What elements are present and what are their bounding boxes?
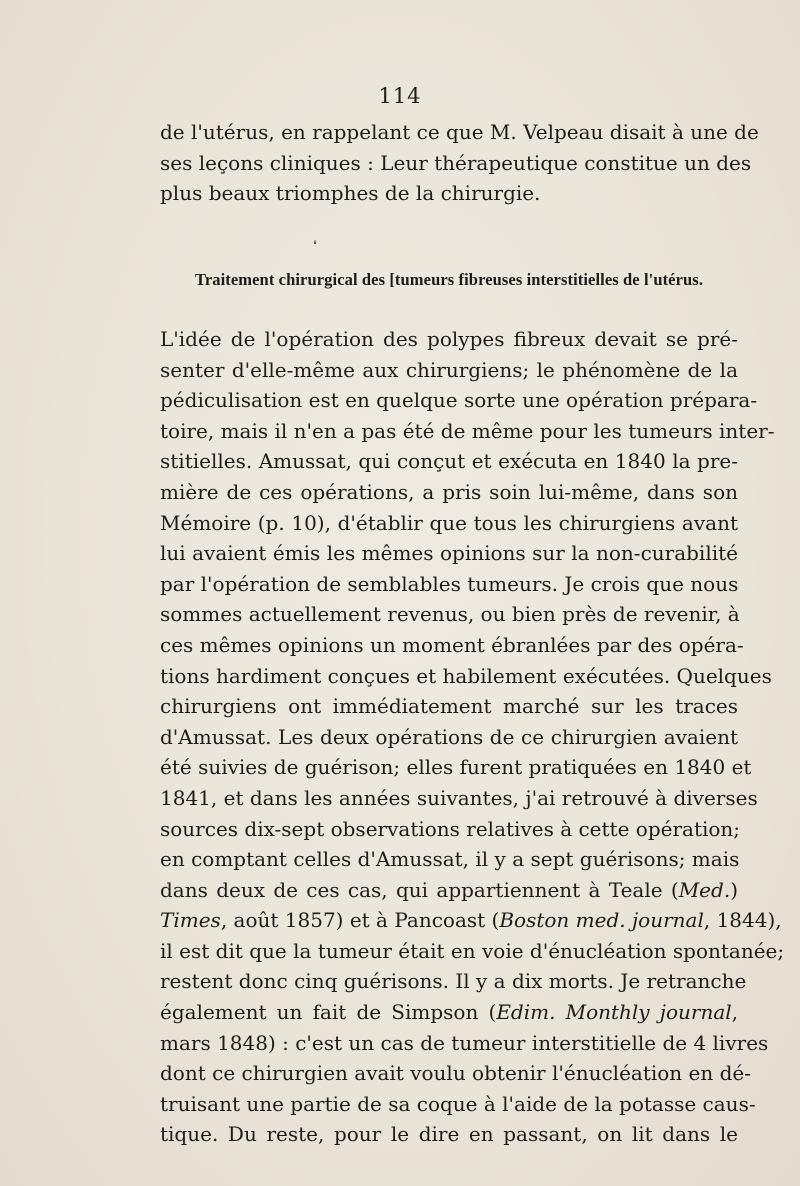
text-line: dont ce chirurgien avait voulu obtenir l'énucléation en dé- [160,1061,752,1086]
text-line: il est dit que la tumeur était en voie d'énucléation spontanée; [160,938,785,963]
text-line: toire, mais il n'en a pas été de même pour les tumeurs inter- [160,418,775,443]
text-line: dans deux de ces cas, qui appartiennent à Teale (Med.) [160,877,738,902]
text-line: en comptant celles d'Amussat, il y a sept guérisons; mais [160,847,740,872]
text-line: truisant une partie de sa coque à l'aide de la potasse caus- [160,1091,756,1116]
text-line: restent donc cinq guérisons. Il y a dix morts. Je retranche [160,969,747,994]
text-line: L'idée de l'opération des polypes fibreux devait se pré- [160,327,738,351]
text-line [160,997,738,1028]
text-line: mars 1848) : c'est un cas de tumeur interstitielle de 4 livres [160,1030,769,1055]
text-line: chirurgiens ont immédiatement marché sur les traces [160,694,738,719]
text-segment: , [731,1000,738,1025]
text-line: d'Amussat. Les deux opérations de ce chirurgien avaient [160,724,738,749]
text-line: de l'utérus, en rappelant ce que M. Velpeau disait à une de [160,120,759,144]
text-line: plus beaux triomphes de la chirurgie. [160,181,541,206]
text-line: tions hardiment conçues et habilement exécutées. Quelques [160,663,772,688]
text-line: été suivies de guérison; elles furent pratiquées en 1840 et [160,755,752,780]
italic-citation: Med. [678,877,731,902]
text-line: Mémoire (p. 10), d'établir que tous les chirurgiens avant [160,510,738,535]
text-line: sommes actuellement revenus, ou bien près de revenir, à [160,602,740,627]
text-line [160,905,782,936]
text-segment: , août 1857) et à Pancoast ( [220,908,500,933]
italic-citation: Edim. Monthly journal [496,1000,732,1025]
text-segment: dans deux de ces cas, qui appartiennent à Teale ( [160,877,679,902]
section-title: Traitement chirurgical des [tumeurs fibreuses interstitielles de l'utérus. [194,270,704,289]
ink-mark-icon: ❛ [313,238,317,252]
text-line: par l'opération de semblables tumeurs. Je crois que nous [160,571,739,596]
text-line: pédiculisation est en quelque sorte une opération prépara- [160,388,758,413]
body-paragraph [160,324,785,1150]
intro-paragraph [160,117,759,209]
page-number: 114 [378,84,422,108]
text-line: senter d'elle-même aux chirurgiens; le phénomène de la [160,357,738,382]
text-line: 1841, et dans les années suivantes, j'ai retrouvé à diverses [160,785,758,810]
text-line: sources dix-sept observations relatives à cette opération; [160,816,741,841]
text-line: ses leçons cliniques : Leur thérapeutique constitue un des [160,150,752,175]
text-segment: également un fait de Simpson ( [160,1000,497,1025]
italic-citation: Times [160,908,221,933]
text-line: tique. Du reste, pour le dire en passant, on lit dans le [160,1122,738,1147]
text-line: stitielles. Amussat, qui conçut et exécuta en 1840 la pre- [160,449,738,474]
text-line: mière de ces opérations, a pris soin lui-même, dans son [160,479,738,504]
text-line: ces mêmes opinions un moment ébranlées par des opéra- [160,632,744,657]
italic-citation: Boston med. journal [499,908,704,933]
text-line: lui avaient émis les mêmes opinions sur la non-curabilité [160,541,738,566]
text-segment: , 1844), [703,908,782,933]
